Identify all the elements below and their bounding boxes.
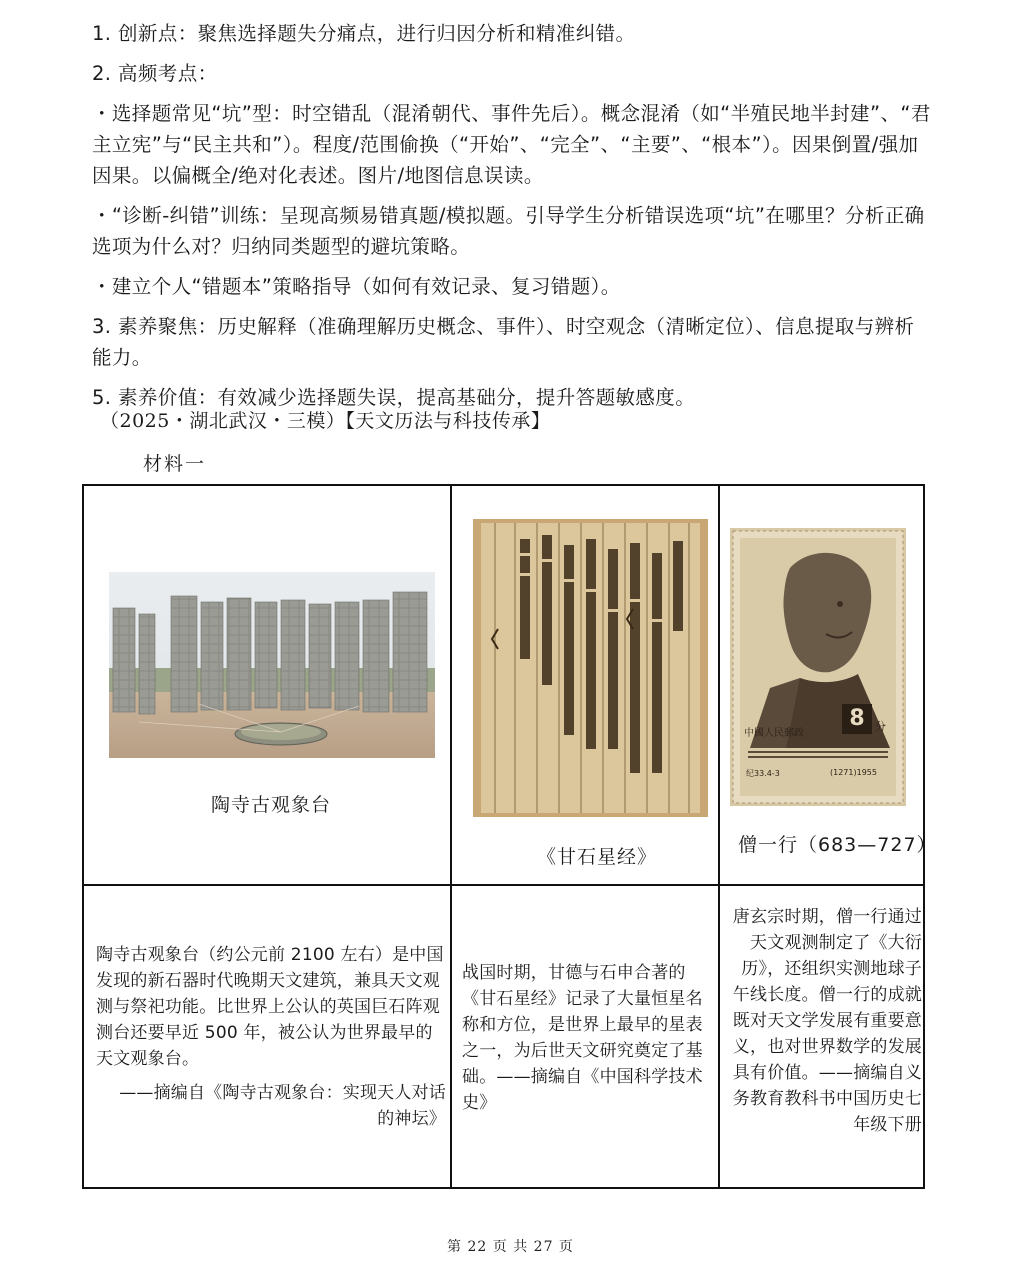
caption-ganshi: 《甘石星经》 bbox=[537, 846, 658, 868]
desc-taosi-text: 陶寺古观象台（约公元前 2100 左右）是中国发现的新石器时代晚期天文建筑，兼具天文观测与祭祀功能。比世界上公认的英国巨石阵观测台还要早近 500 年，被公认为世界最早的天文观象台。 bbox=[96, 945, 444, 1069]
stamp-year-text: (1271)1955 bbox=[830, 768, 877, 777]
desc-yixing: 唐玄宗时期，僧一行通过天文观测制定了《大衍历》，还组织实测地球子午线长度。僧一行的成就既对天文学发展有重要意义，也对世界数学的发展具有价值。——摘编自义务教育教科书中国历史七年级下册 bbox=[732, 907, 922, 1135]
desc-taosi-source: ——摘编自《陶寺古观象台：实现天人对话的神坛》 bbox=[119, 1083, 446, 1129]
bullet-error-notebook: ・建立个人“错题本”策略指导（如何有效记录、复习错题）。 bbox=[92, 275, 621, 298]
question-source-line: （2025・湖北武汉・三模）【天文历法与科技传承】 bbox=[100, 410, 551, 432]
stamp-code-text: 纪33.4-3 bbox=[746, 769, 780, 778]
table-divider bbox=[718, 486, 720, 1187]
yixing-stamp-photo bbox=[730, 528, 906, 806]
stamp-value: 8 bbox=[849, 706, 865, 731]
paragraph-innovation: 1. 创新点：聚焦选择题失分痛点，进行归因分析和精准纠错。 bbox=[92, 22, 636, 45]
caption-taosi: 陶寺古观象台 bbox=[211, 794, 332, 816]
paragraph-literacy-value: 5. 素养价值：有效减少选择题失误，提高基础分，提升答题敏感度。 bbox=[92, 386, 696, 409]
paragraph-key-points: 2. 高频考点： bbox=[92, 62, 218, 85]
stamp-inscription-lines bbox=[748, 748, 888, 761]
material-label: 材料一 bbox=[143, 453, 207, 475]
stamp-inscription-line bbox=[748, 751, 888, 753]
stamp-unit-text: 分 bbox=[875, 720, 886, 733]
desc-taosi bbox=[96, 942, 446, 1132]
stamp-value-text bbox=[842, 704, 872, 734]
desc-ganshi: 战国时期，甘德与石申合著的《甘石星经》记录了大量恒星名称和方位，是世界上最早的星表之一，为后世天文研究奠定了基础。——摘编自《中国科学技术史》 bbox=[462, 963, 703, 1113]
table-divider bbox=[84, 884, 923, 886]
caption-yixing: 僧一行（683—727） bbox=[738, 834, 937, 856]
table-divider bbox=[450, 486, 452, 1187]
material-table bbox=[82, 484, 937, 1189]
ganshi-xingjing-photo bbox=[473, 519, 708, 817]
bullet-diagnosis-training: ・“诊断-纠错”训练：呈现高频易错真题/模拟题。引导学生分析错误选项“坑”在哪里？分析正确选项为什么对？归纳同类题型的避坑策略。 bbox=[92, 204, 925, 258]
taosi-observatory-photo bbox=[109, 572, 435, 758]
page-content bbox=[92, 18, 932, 422]
stamp-inscription-line bbox=[748, 756, 888, 758]
page-footer: 第 22 页 共 27 页 bbox=[447, 1239, 574, 1255]
paragraph-literacy-focus: 3. 素养聚焦：历史解释（准确理解历史概念、事件）、时空观念（清晰定位）、信息提取与辨析能力。 bbox=[92, 315, 915, 369]
bullet-pitfall-types: ・选择题常见“坑”型：时空错乱（混淆朝代、事件先后）。概念混淆（如“半殖民地半封建”、“君主立宪”与“民主共和”）。程度/范围偷换（“开始”、“完全”、“主要”、“根本”）。因果倒置/强加因果。以偏概全/绝对化表述。图片/地图信息误读。 bbox=[92, 102, 931, 187]
stamp-country-text: 中國人民郵政 bbox=[744, 728, 804, 739]
